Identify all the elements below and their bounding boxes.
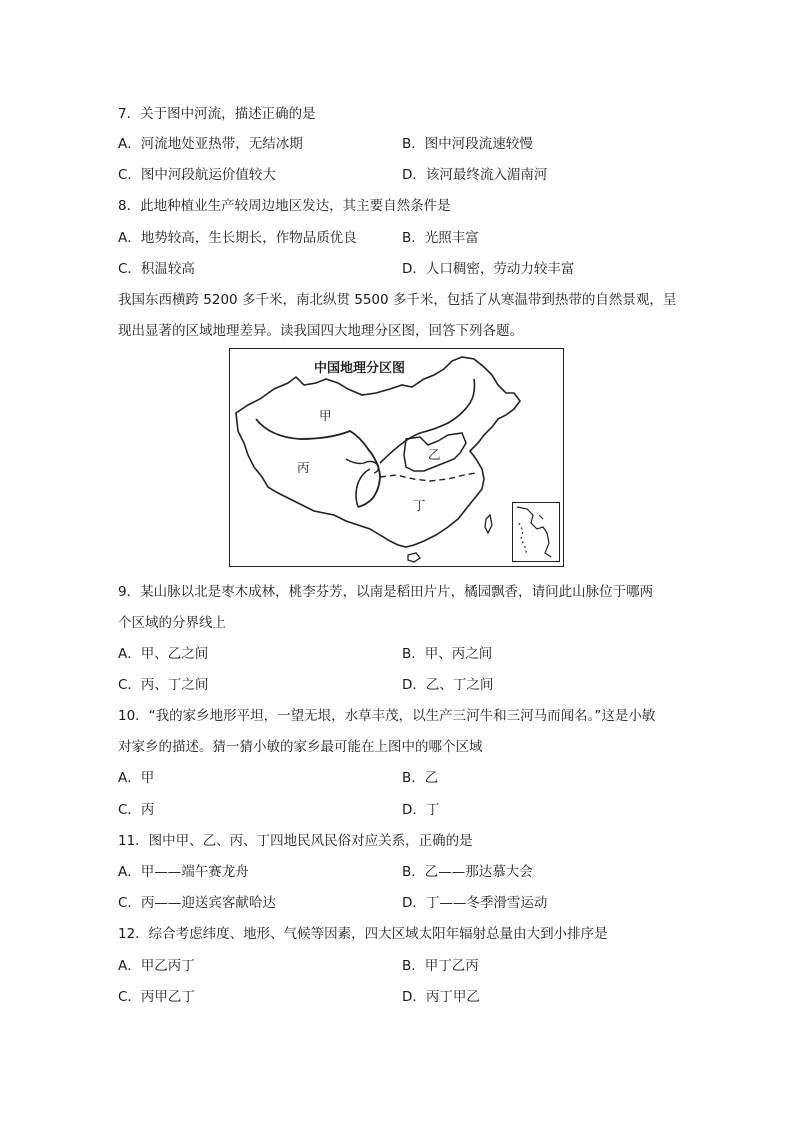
q7-option-c[interactable]: C．图中河段航运价值较大	[118, 167, 276, 183]
q8-option-a[interactable]: A．地势较高，生长期长，作物品质优良	[118, 230, 357, 246]
q11-option-c[interactable]: C．丙——迎送宾客献哈达	[118, 895, 276, 911]
boundary-bing-ding	[356, 469, 370, 507]
region-label-ding: 丁	[413, 498, 426, 513]
hainan-island	[408, 553, 420, 562]
q12-option-d[interactable]: D．丙丁甲乙	[402, 989, 480, 1005]
map-title: 中国地理分区图	[314, 361, 406, 376]
region-label-jia: 甲	[319, 408, 332, 423]
region-label-yi: 乙	[428, 447, 441, 462]
q7-option-b[interactable]: B．图中河段流速较慢	[402, 136, 533, 152]
q10-option-a[interactable]: A．甲	[118, 770, 155, 786]
intro-line-2: 现出显著的区域地理差异。读我国四大地理分区图，回答下列各题。	[118, 323, 523, 339]
q10-stem-line-1: 10．“我的家乡地形平坦，一望无垠，水草丰茂，以生产三河牛和三河马而闻名。”这是小敏	[118, 708, 656, 724]
yellow-river	[346, 459, 379, 473]
q9-stem-line-1: 9．某山脉以北是枣木成林，桃李芬芳，以南是稻田片片，橘园飘香，请问此山脉位于哪两	[118, 584, 654, 600]
q7-option-a[interactable]: A．河流地处亚热带，无结冰期	[118, 136, 303, 152]
q12-option-c[interactable]: C．丙甲乙丁	[118, 989, 195, 1005]
china-region-map	[229, 348, 564, 567]
q8-option-c[interactable]: C．积温较高	[118, 261, 195, 277]
taiwan-island	[485, 515, 492, 533]
q11-option-b[interactable]: B．乙——那达慕大会	[402, 864, 533, 880]
q8-option-b[interactable]: B．光照丰富	[402, 230, 479, 246]
q7-stem: 7．关于图中河流，描述正确的是	[118, 106, 316, 122]
inset-drawing	[513, 503, 559, 561]
q10-option-d[interactable]: D．丁	[402, 802, 440, 818]
q11-option-a[interactable]: A．甲——端午赛龙舟	[118, 864, 249, 880]
q9-option-a[interactable]: A．甲、乙之间	[118, 646, 209, 662]
intro-line-1: 我国东西横跨 5200 多千米，南北纵贯 5500 多千米，包括了从寒温带到热带的自然景观，呈	[118, 292, 677, 308]
q9-option-c[interactable]: C．丙、丁之间	[118, 677, 209, 693]
q7-option-d[interactable]: D．该河最终流入湄南河	[402, 167, 548, 183]
south-china-sea-inset	[512, 502, 560, 562]
q10-stem-line-2: 对家乡的描述。猜一猜小敏的家乡最可能在上图中的哪个区域	[118, 739, 483, 755]
q8-stem: 8．此地种植业生产较周边地区发达，其主要自然条件是	[118, 198, 451, 214]
q12-option-a[interactable]: A．甲乙丙丁	[118, 958, 195, 974]
q11-option-d[interactable]: D．丁——冬季滑雪运动	[402, 895, 548, 911]
q9-stem-line-2: 个区域的分界线上	[118, 615, 226, 631]
q12-stem: 12．综合考虑纬度、地形、气候等因素，四大区域太阳年辐射总量由大到小排序是	[118, 926, 608, 942]
region-label-bing: 丙	[297, 460, 310, 475]
q10-option-b[interactable]: B．乙	[402, 770, 439, 786]
qinling-huaihe-line	[380, 473, 476, 481]
china-outline	[236, 357, 520, 547]
q8-option-d[interactable]: D．人口稠密，劳动力较丰富	[402, 261, 575, 277]
q10-option-c[interactable]: C．丙	[118, 802, 155, 818]
q12-option-b[interactable]: B．甲丁乙丙	[402, 958, 479, 974]
q9-option-d[interactable]: D．乙、丁之间	[402, 677, 494, 693]
q11-stem: 11．图中甲、乙、丙、丁四地民风民俗对应关系，正确的是	[118, 833, 473, 849]
q9-option-b[interactable]: B．甲、丙之间	[402, 646, 493, 662]
